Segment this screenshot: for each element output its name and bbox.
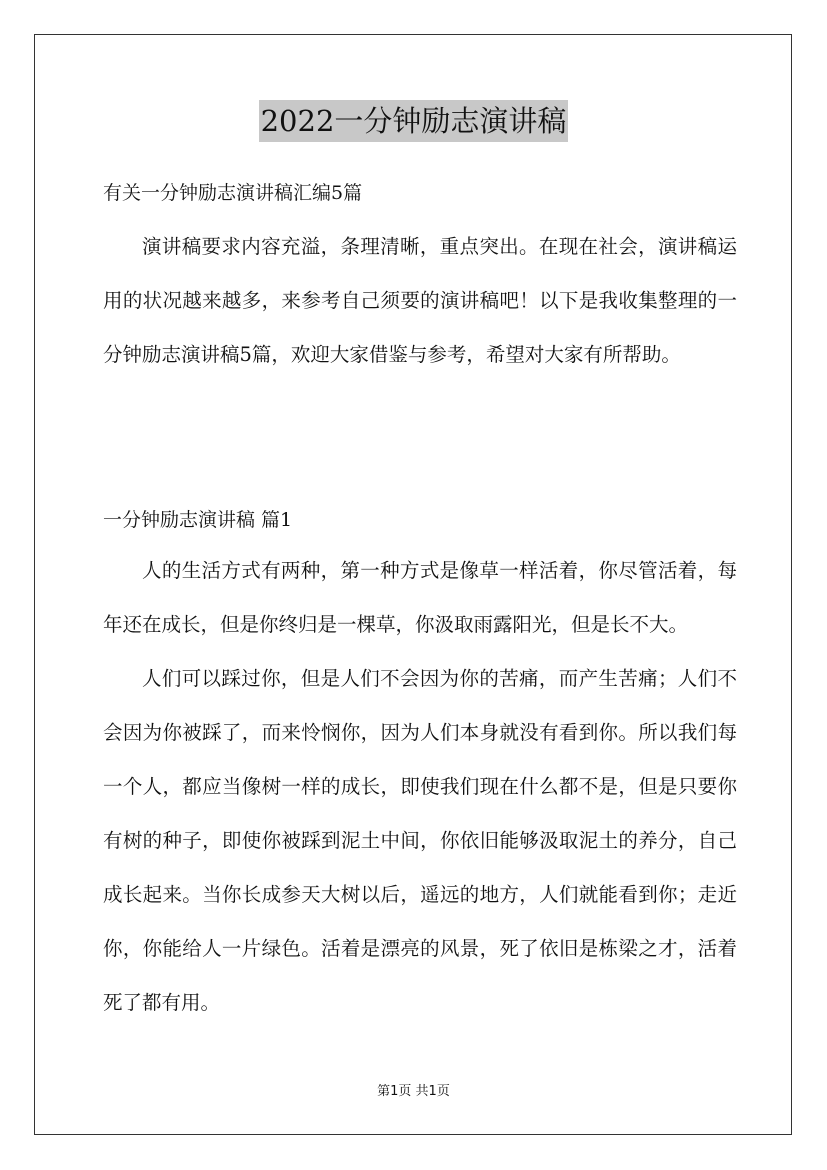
body-paragraph-1: 人的生活方式有两种，第一种方式是像草一样活着，你尽管活着，每年还在成长，但是你终归是一棵草，你汲取雨露阳光，但是长不大。 [103, 559, 737, 636]
document-title: 2022一分钟励志演讲稿 [259, 100, 569, 142]
section-heading: 一分钟励志演讲稿 篇1 [103, 509, 293, 531]
intro-paragraph: 演讲稿要求内容充溢，条理清晰，重点突出。在现在社会，演讲稿运用的状况越来越多，来参考自己须要的演讲稿吧！以下是我收集整理的一分钟励志演讲稿5篇，欢迎大家借鉴与参考，希望对大家有所帮助。 [103, 235, 737, 366]
body-paragraph-2: 人们可以踩过你，但是人们不会因为你的苦痛，而产生苦痛；人们不会因为你被踩了，而来怜悯你，因为人们本身就没有看到你。所以我们每一个人，都应当像树一样的成长，即使我们现在什么都不是，但是只要你有树的种子，即使你被踩到泥土中间，你依旧能够汲取泥土的养分，自己成长起来。当你长成参天大树以后，遥远的地方，人们就能看到你；走近你，你能给人一片绿色。活着是漂亮的风景，死了依旧是栋梁之才，活着死了都有用。 [103, 667, 737, 1014]
title-container [0, 100, 827, 142]
page-footer: 第1页 共1页 [377, 1084, 450, 1099]
document-subtitle: 有关一分钟励志演讲稿汇编5篇 [103, 182, 363, 204]
